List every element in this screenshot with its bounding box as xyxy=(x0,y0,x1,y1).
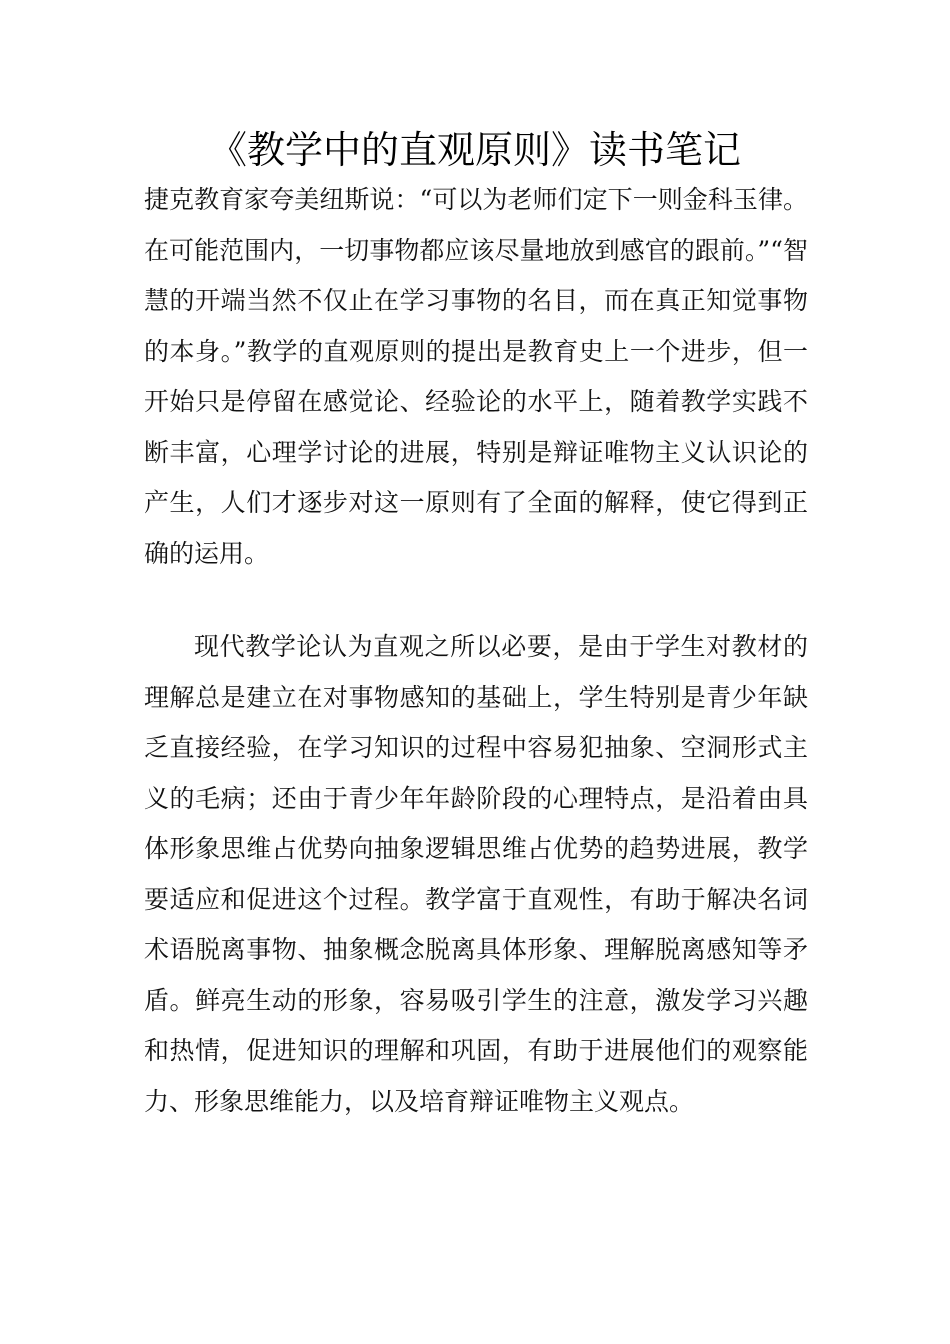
paragraph-1: 捷克教育家夸美纽斯说：“可以为老师们定下一则金科玉律。在可能范围内，一切事物都应该尽量地放到感官的跟前。”“智慧的开端当然不仅止在学习事物的名目，而在真正知觉事物的本身。”教学的直观原则的提出是教育史上一个进步，但一开始只是停留在感觉论、经验论的水平上，随着教学实践不断丰富，心理学讨论的进展，特别是辩证唯物主义认识论的产生，人们才逐步对这一原则有了全面的解释，使它得到正确的运用。 xyxy=(144,185,808,568)
paragraph-2: 现代教学论认为直观之所以必要，是由于学生对教材的理解总是建立在对事物感知的基础上，学生特别是青少年缺乏直接经验，在学习知识的过程中容易犯抽象、空洞形式主义的毛病；还由于青少年年龄阶段的心理特点，是沿着由具体形象思维占优势向抽象逻辑思维占优势的趋势进展，教学要适应和促进这个过程。教学富于直观性，有助于解决名词术语脱离事物、抽象概念脱离具体形象、理解脱离感知等矛盾。鲜亮生动的形象，容易吸引学生的注意，激发学习兴趣和热情，促进知识的理解和巩固，有助于进展他们的观察能力、形象思维能力，以及培育辩证唯物主义观点。 xyxy=(144,632,808,1116)
document-title: 《教学中的直观原则》读书笔记 xyxy=(208,128,741,172)
